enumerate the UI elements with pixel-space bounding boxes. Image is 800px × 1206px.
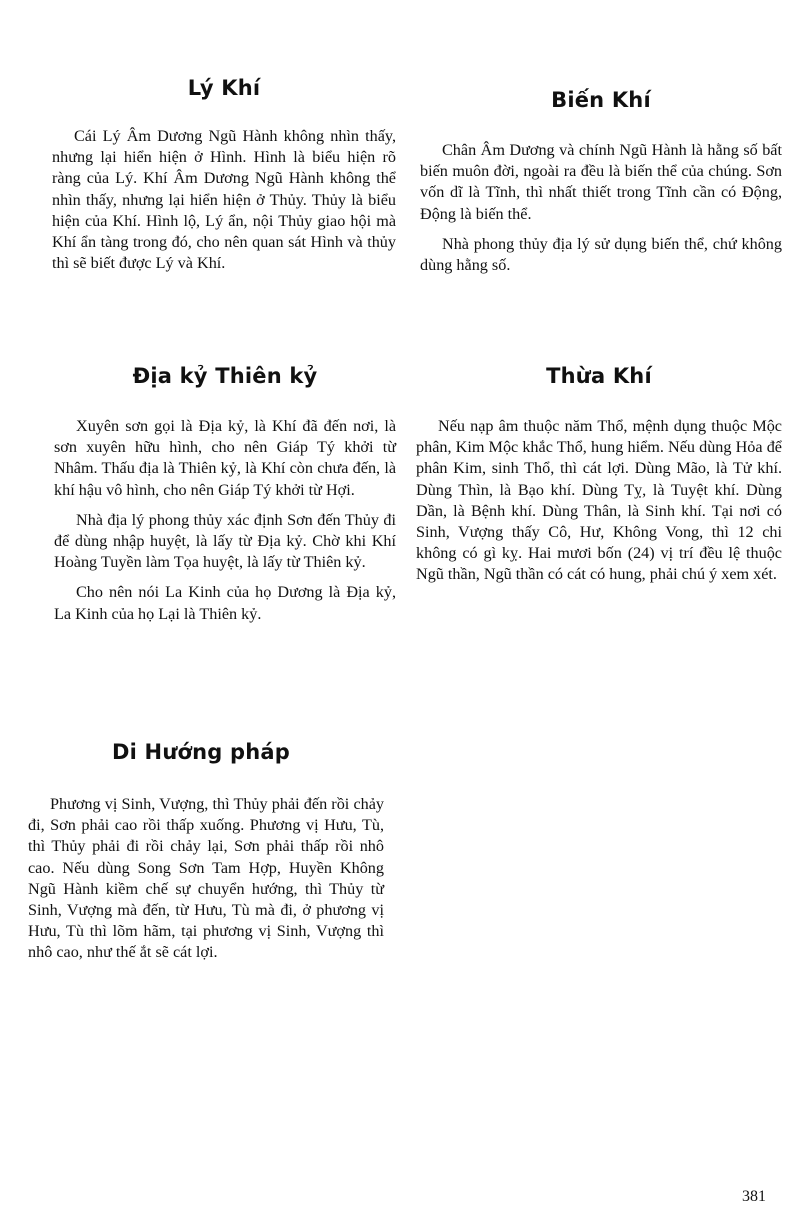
paragraph: Xuyên sơn gọi là Địa kỷ, là Khí đã đến nơi, là sơn xuyên hữu hình, cho nên Giáp Tý khởi từ Nhâm. Thấu địa là Thiên kỷ, là Khí còn chưa đến, là khí hậu vô hình, cho nên Giáp Tý khởi từ Hợi. <box>54 417 396 499</box>
section-title: Thừa Khí <box>546 364 652 388</box>
section-dia-ky-thien-ky <box>54 364 396 634</box>
page-number: 381 <box>742 1188 766 1205</box>
paragraph: Phương vị Sinh, Vượng, thì Thủy phải đến rồi chảy đi, Sơn phải cao rồi thấp xuống. Phương vị Hưu, Tù, thì Thủy phải đi rồi chảy lại, Sơn phải thấp rồi nhô cao. Nếu dùng Song Sơn Tam Hợp, Huyền Không Ngũ Hành kiềm chế sự chuyển hướng, thì Thủy từ Sinh, Vượng mà đến, từ Hưu, Tù mà đi, ở phương vị Hưu, Tù thì lõm hãm, tại phương vị Sinh, Vượng thì nhô cao, như thế ắt sẽ cát lợi. <box>28 795 384 962</box>
paragraph: Cho nên nói La Kinh của họ Dương là Địa kỷ, La Kinh của họ Lại là Thiên kỷ. <box>54 583 396 623</box>
section-title: Lý Khí <box>187 76 261 100</box>
section-title: Địa kỷ Thiên kỷ <box>132 364 318 388</box>
section-title: Biến Khí <box>551 88 651 112</box>
section-bien-khi <box>420 88 782 285</box>
section-di-huong-phap <box>28 740 384 973</box>
section-title: Di Hướng pháp <box>112 740 290 764</box>
paragraph: Nhà địa lý phong thủy xác định Sơn đến Thủy đi để dùng nhập huyệt, là lấy từ Địa kỷ. Chờ khi Khí Hoàng Tuyền làm Tọa huyệt, là lấy từ Thiên kỷ. <box>54 510 396 572</box>
paragraph: Nhà phong thủy địa lý sử dụng biến thể, chứ không dùng hằng số. <box>420 234 782 275</box>
paragraph: Chân Âm Dương và chính Ngũ Hành là hằng số bất biến muôn đời, ngoài ra đều là biến thể của chúng. Sơn vốn dĩ là Tĩnh, thì nhất thiết trong Tĩnh cần có Động, Động là biến thể. <box>420 141 782 223</box>
paragraph: Cái Lý Âm Dương Ngũ Hành không nhìn thấy, nhưng lại hiển hiện ở Hình. Hình là biểu hiện rõ ràng của Lý. Khí Âm Dương Ngũ Hành không thể nhìn thấy, nhưng lại hiển hiện ở Thủy. Thủy là biểu hiện của Khí. Hình lộ, Lý ẩn, nội Thủy giao hội mà Khí ẩn tàng trong đó, cho nên quan sát Hình và thủy thì sẽ biết được Lý và Khí. <box>52 127 396 273</box>
section-ly-khi <box>52 76 396 283</box>
section-thua-khi <box>416 364 782 595</box>
paragraph: Nếu nạp âm thuộc năm Thổ, mệnh dụng thuộc Mộc phân, Kim Mộc khắc Thổ, hung hiểm. Nếu dùng Hỏa để phân Kim, sinh Thổ, thì cát lợi. Dùng Mão, là Tử khí. Dùng Thìn, là Bạo khí. Dùng Tỵ, là Tuyệt khí. Dùng Dần, là Bệnh khí. Dùng Thân, là Sinh khí. Tại nơi có Sinh, Vượng thấy Cô, Hư, Không Vong, thì 12 chi không có gì kỵ. Hai mươi bốn (24) vị trí đều lệ thuộc Ngũ thần, Ngũ thần có cát có hung, phải chú ý xem xét. <box>416 417 782 584</box>
